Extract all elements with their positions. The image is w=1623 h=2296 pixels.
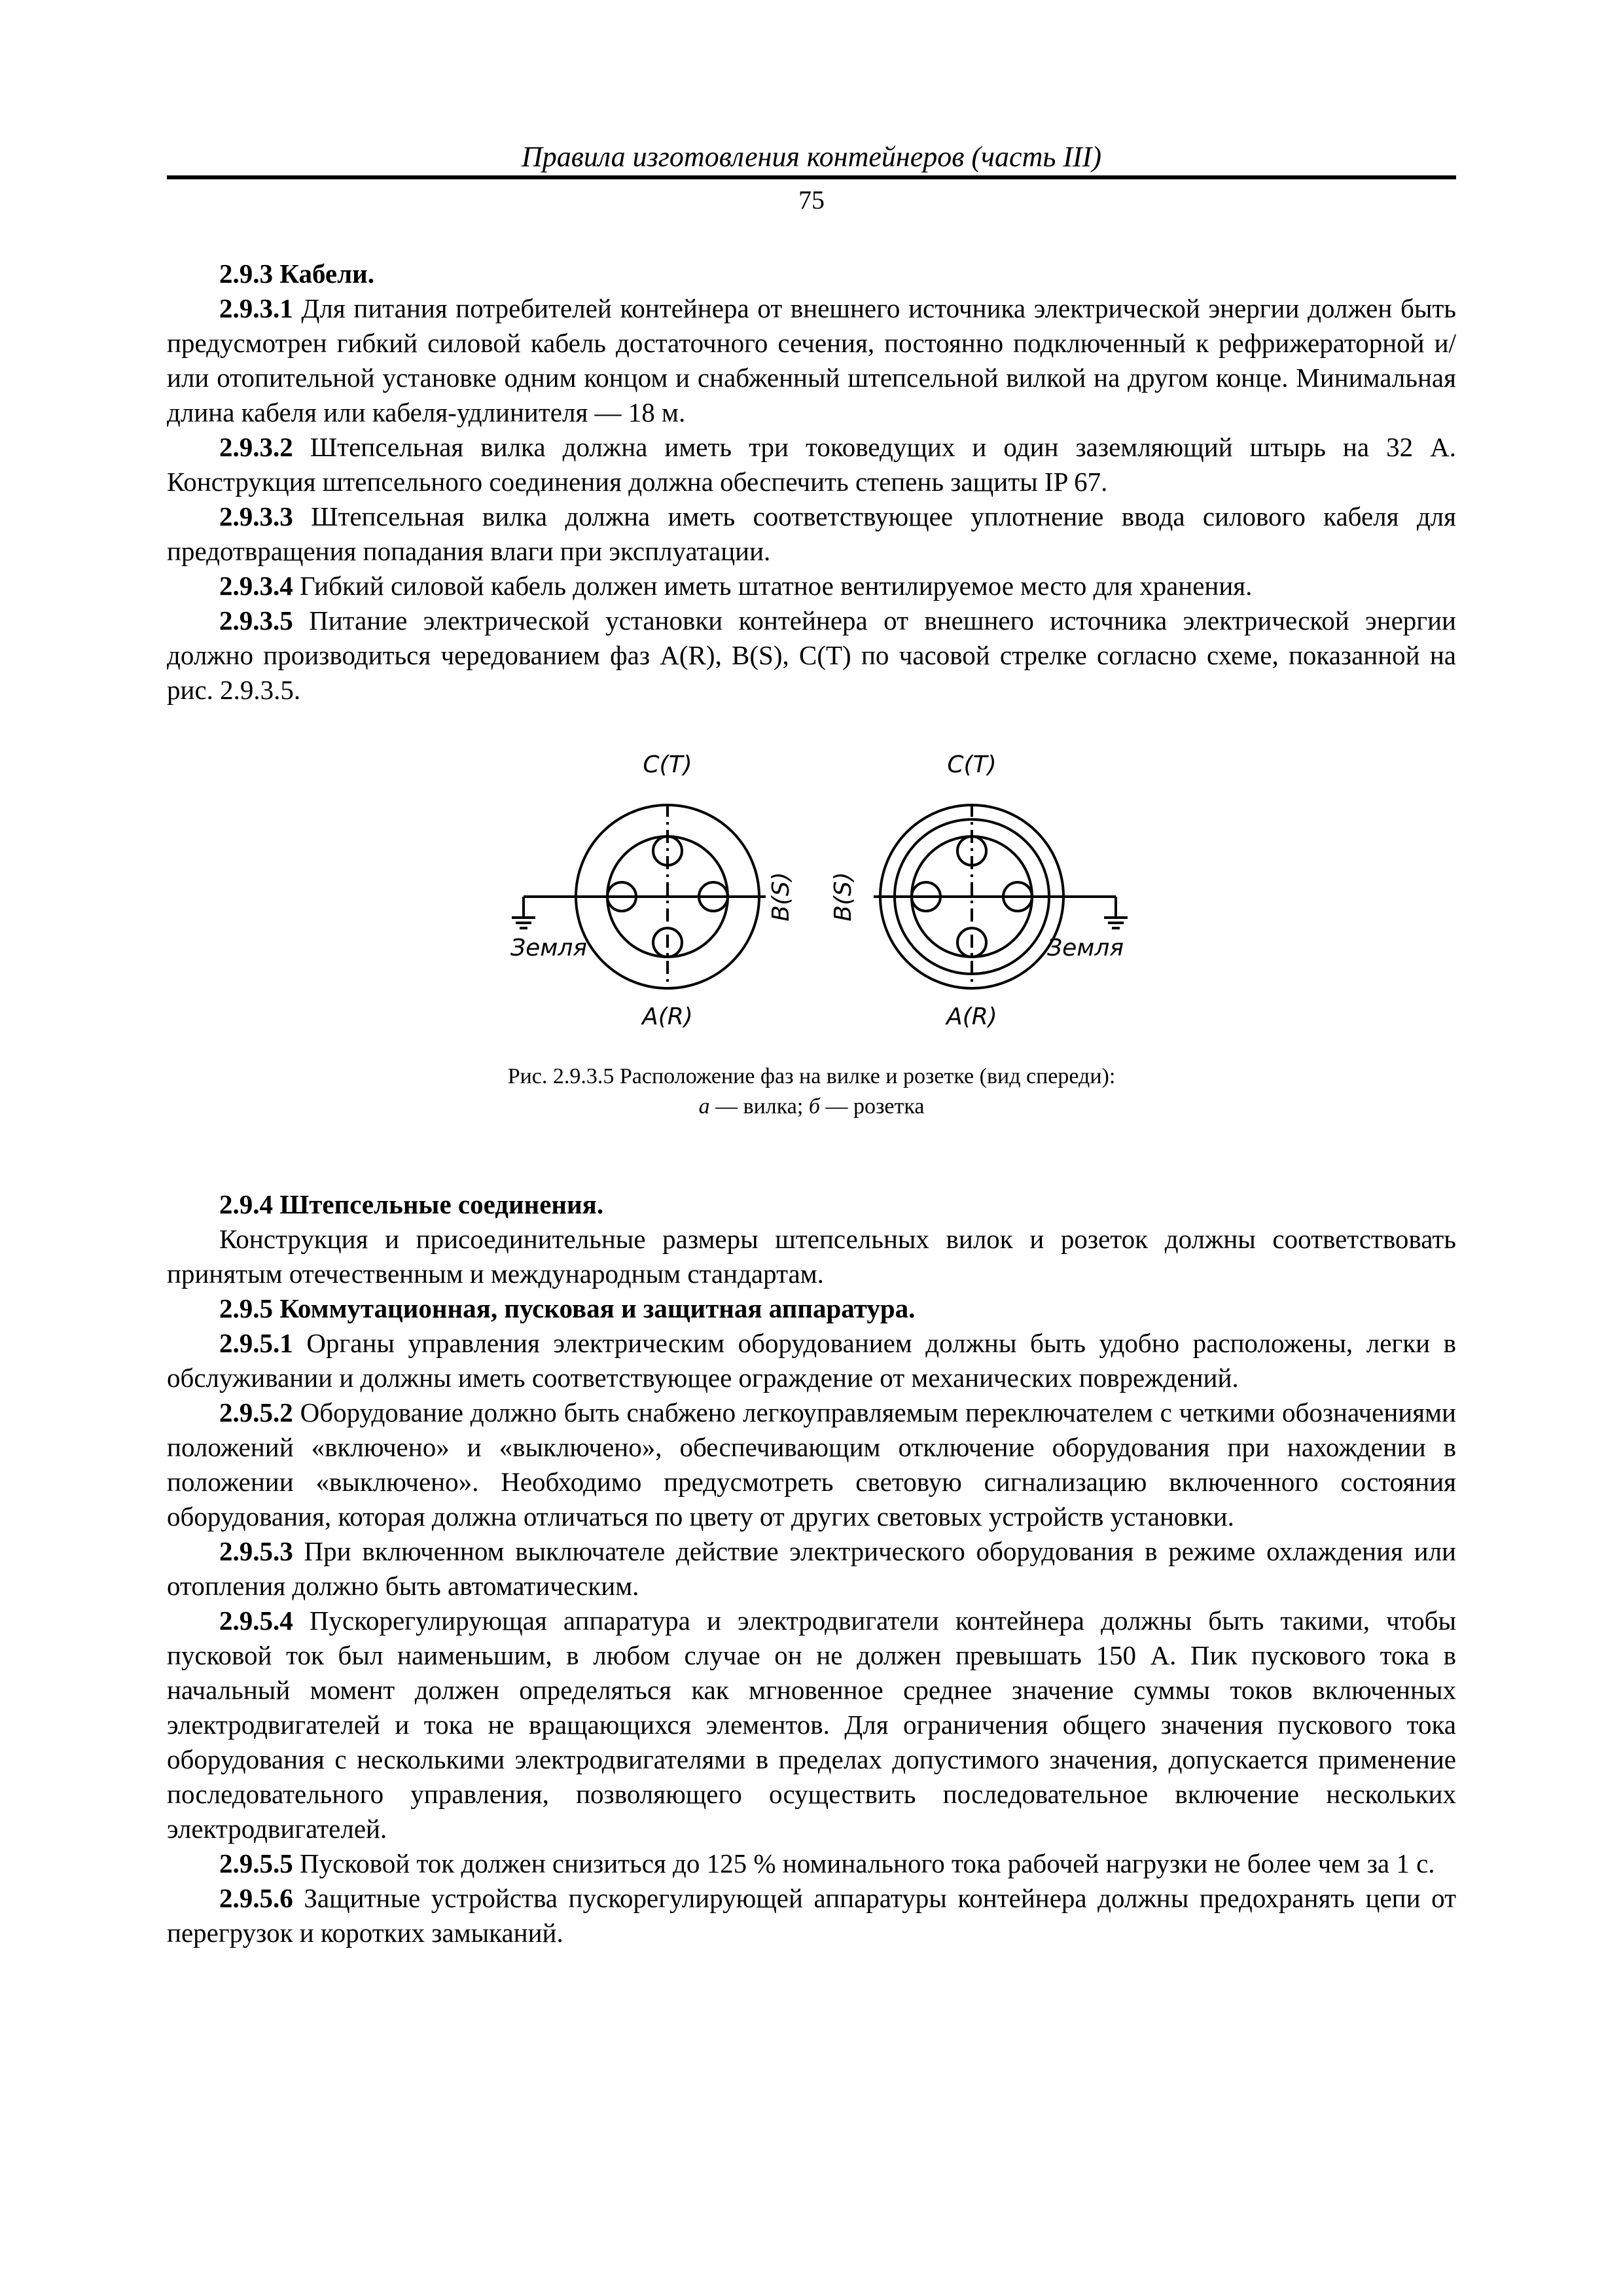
paragraph-text: Органы управления электрическим оборудованием должны быть удобно расположены, легки в обслуживании и должны иметь соответствующее ограждение от механических повреждений. [167, 1328, 1456, 1393]
paragraph [167, 1846, 1456, 1881]
paragraph [167, 603, 1456, 708]
caption-line: а — вилка; б — розетка [698, 1094, 925, 1119]
running-title: Правила изготовления контейнеров (часть III) [522, 141, 1101, 173]
label-b-s: B(S) [768, 872, 794, 922]
paragraph-text: При включенном выключателе действие электрического оборудования в режиме охлаждения или отопления должно быть автоматическим. [167, 1536, 1456, 1601]
section-heading: 2.9.3 Кабели. [219, 259, 374, 289]
label-ground: Земля [1047, 935, 1124, 961]
paragraph [167, 1395, 1456, 1534]
section-heading: 2.9.5 Коммутационная, пусковая и защитная аппаратура. [219, 1293, 916, 1323]
paragraph-text: Штепсельная вилка должна иметь соответствующее уплотнение ввода силового кабеля для предотвращения попадания влаги при эксплуатации. [167, 501, 1456, 566]
paragraph-text: Для питания потребителей контейнера от внешнего источника электрической энергии должен быть предусмотрен гибкий силовой кабель достаточного сечения, постоянно подключенный к рефрижераторной и/или отопительной установке одним концом и снабженный штепсельной вилкой на другом конце. Минимальная длина кабеля или кабеля-удлинителя — 18 м. [167, 293, 1456, 427]
paragraph: Конструкция и присоединительные размеры штепсельных вилок и розеток должны соответствовать принятым отечественным и международным стандартам. [167, 1224, 1456, 1289]
paragraph [167, 430, 1456, 499]
section-heading: 2.9.4 Штепсельные соединения. [219, 1189, 604, 1219]
figure-caption [167, 1062, 1456, 1122]
header-rule [167, 175, 1456, 179]
clause-number: 2.9.5.4 [219, 1605, 293, 1636]
paragraph-text: Защитные устройства пускорегулирующей аппаратуры контейнера должны предохранять цепи от перегрузок и коротких замыканий. [167, 1883, 1456, 1948]
paragraph [167, 1326, 1456, 1395]
paragraph [167, 1604, 1456, 1846]
clause-number: 2.9.5.6 [219, 1883, 293, 1913]
socket-diagram [874, 804, 1128, 990]
page-number: 75 [798, 185, 825, 215]
section-2-9-4-and-2-9-5 [167, 1187, 1456, 1950]
clause-number: 2.9.5.5 [219, 1848, 293, 1878]
caption-line: Рис. 2.9.3.5 Расположение фаз на вилке и розетке (вид спереди): [507, 1064, 1116, 1088]
clause-number: 2.9.3.2 [219, 432, 293, 462]
phase-diagram [458, 740, 1171, 1028]
plug-diagram [512, 804, 766, 990]
paragraph-text: Пускорегулирующая аппаратура и электродвигатели контейнера должны быть такими, чтобы пусковой ток был наименьшим, в любом случае он не должен превышать 150 А. Пик пускового тока в начальный момент должен определяться как мгновенное среднее значение суммы токов включенных электродвигателей и тока не вращающихся элементов. Для ограничения общего значения пускового тока оборудования с несколькими электродвигателями в пределах допустимого значения, допускается применение последовательного управления, позволяющего осуществить последовательное включение нескольких электродвигателей. [167, 1605, 1456, 1844]
label-b-s: B(S) [830, 872, 857, 922]
paragraph [167, 291, 1456, 430]
label-a-r: A(R) [946, 1003, 997, 1028]
clause-number: 2.9.5.3 [219, 1536, 293, 1566]
paragraph-text: Гибкий силовой кабель должен иметь штатное вентилируемое место для хранения. [293, 571, 1253, 601]
paragraph-text: Штепсельная вилка должна иметь три токоведущих и один заземляющий штырь на 32 А. Конструкция штепсельного соединения должна обеспечить степень защиты IP 67. [167, 432, 1456, 497]
label-c-t: C(T) [643, 751, 692, 778]
paragraph [167, 1881, 1456, 1950]
section-2-9-3 [167, 257, 1456, 708]
clause-number: 2.9.5.2 [219, 1397, 293, 1427]
phase-diagram-figure [458, 740, 1171, 1028]
clause-number: 2.9.5.1 [219, 1328, 293, 1358]
paragraph [167, 1534, 1456, 1604]
clause-number: 2.9.3.5 [219, 605, 293, 636]
label-a-r: A(R) [642, 1003, 693, 1028]
clause-number: 2.9.3.3 [219, 501, 293, 531]
label-c-t: C(T) [947, 751, 997, 778]
clause-number: 2.9.3.1 [219, 293, 293, 323]
paragraph [167, 499, 1456, 569]
paragraph-text: Оборудование должно быть снабжено легкоуправляемым переключателем с четкими обозначениями положений «включено» и «выключено», обеспечивающим отключение оборудования при нахождении в положении «выключено». Необходимо предусмотреть световую сигнализацию включенного состояния оборудования, которая должна отличаться по цвету от других световых устройств установки. [167, 1397, 1456, 1532]
paragraph-text: Пусковой ток должен снизиться до 125 % номинального тока рабочей нагрузки не более чем за 1 с. [293, 1848, 1435, 1878]
clause-number: 2.9.3.4 [219, 571, 293, 601]
paragraph [167, 569, 1456, 603]
paragraph-text: Питание электрической установки контейнера от внешнего источника электрической энергии должно производиться чередованием фаз A(R), B(S), C(T) по часовой стрелке согласно схеме, показанной на рис. 2.9.3.5. [167, 605, 1456, 705]
label-ground: Земля [510, 935, 588, 961]
